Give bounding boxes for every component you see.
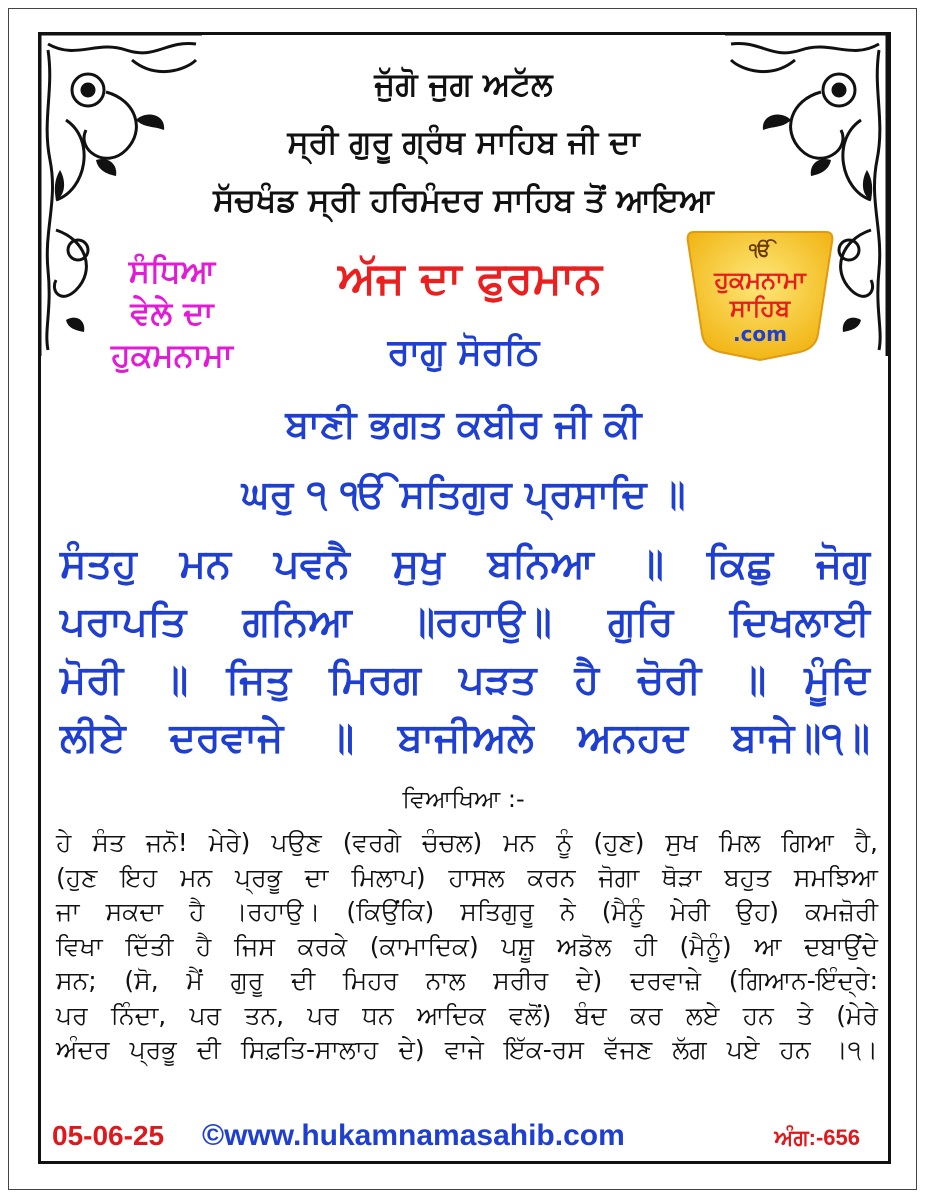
- vyakhya-line-6: ਪਰ ਨਿੰਦਾ, ਪਰ ਤਨ, ਪਰ ਧਨ ਆਦਿਕ ਵਲੋਂ) ਬੰਦ ਕਰ ਲਏ ਹਨ ਤੇ (ਮੇਰੇ: [56, 1000, 878, 1030]
- badge-line-3: ਹੁਕਮਨਾਮਾ: [111, 336, 233, 374]
- logo-line-2: ਸਾਹਿਬ: [729, 294, 791, 322]
- footer: [52, 1116, 880, 1156]
- vyakhya-line-1: ਹੇ ਸੰਤ ਜਨੋ! ਮੇਰੇ) ਪਉਣ (ਵਰਗੇ ਚੰਚਲ) ਮਨ ਨੂੰ (ਹੁਣ) ਸੁਖ ਮਿਲ ਗਿਆ ਹੈ,: [56, 828, 878, 857]
- header-line-2: ਸ੍ਰੀ ਗੁਰੂ ਗ੍ਰੰਥ ਸਾਹਿਬ ਜੀ ਦਾ: [287, 123, 640, 161]
- raag-title: ਰਾਗੁ ਸੋਰਠਿ: [387, 332, 540, 373]
- vyakhya-line-2: (ਹੁਣ ਇਹ ਮਨ ਪ੍ਰਭੂ ਦਾ ਮਿਲਾਪ) ਹਾਸਲ ਕਰਨ ਜੋਗਾ ਥੋੜਾ ਬਹੁਤ ਸਮਝਿਆ: [56, 862, 878, 892]
- shabad-line-3: ਮੋਰੀ ॥ ਜਿਤੁ ਮਿਰਗ ਪੜਤ ਹੈ ਚੋਰੀ ॥ ਮੂੰਦਿ: [60, 657, 870, 703]
- bani-title: ਬਾਣੀ ਭਗਤ ਕਬੀਰ ਜੀ ਕੀ: [285, 402, 642, 446]
- header-line-3: ਸੱਚਖੰਡ ਸ੍ਰੀ ਹਰਿਮੰਦਰ ਸਾਹਿਬ ਤੋਂ ਆਇਆ: [213, 181, 714, 219]
- shabad-line-4: ਲੀਏ ਦਰਵਾਜੇ ॥ ਬਾਜੀਅਲੇ ਅਨਹਦ ਬਾਜੇ॥੧॥: [60, 715, 870, 761]
- ghar-line: ਘਰੁ ੧ ੴ ਸਤਿਗੁਰ ਪ੍ਰਸਾਦਿ ॥: [241, 472, 686, 516]
- logo-line-1: ਹੁਕਮਨਾਮਾ: [714, 266, 806, 294]
- footer-website-link[interactable]: ©www.hukamnamasahib.com: [202, 1119, 625, 1152]
- vyakhya-line-5: ਸਨ; (ਸੋ, ਮੈਂ ਗੁਰੂ ਦੀ ਮਿਹਰ ਨਾਲ ਸਰੀਰ ਦੇ) ਦਰਵਾਜ਼ੇ (ਗਿਆਨ-ਇੰਦ੍ਰੇ:: [56, 966, 878, 995]
- farman-title: ਅੱਜ ਦਾ ਫੁਰਮਾਨ: [338, 253, 602, 304]
- badge-line-1: ਸੰਧਿਆ: [128, 252, 216, 290]
- shabad-line-2: ਪਰਾਪਤਿ ਗਨਿਆ ॥ਰਹਾਉ॥ ਗੁਰਿ ਦਿਖਲਾਈ: [60, 599, 870, 645]
- ik-onkar-icon: ੴ: [749, 240, 771, 261]
- shabad-line-1: ਸੰਤਹੁ ਮਨ ਪਵਨੈ ਸੁਖੁ ਬਨਿਆ ॥ ਕਿਛੁ ਜੋਗੁ: [60, 541, 870, 587]
- shabad-text: [60, 535, 870, 767]
- vyakhya-line-3: ਜਾ ਸਕਦਾ ਹੈ ।ਰਹਾਉ। (ਕਿਉਂਕਿ) ਸਤਿਗੁਰੂ ਨੇ (ਮੈਨੂੰ ਮੇਰੀ ਉਹ) ਕਮਜ਼ੋਰੀ: [56, 897, 878, 926]
- vyakhya-line-7: ਅੰਦਰ ਪ੍ਰਭੂ ਦੀ ਸਿਫ਼ਤਿ-ਸਾਲਾਹ ਦੇ) ਵਾਜੇ ਇੱਕ-ਰਸ ਵੱਜਣ ਲੱਗ ਪਏ ਹਨ ।੧।: [56, 1035, 878, 1064]
- vyakhya-text: [56, 826, 878, 1068]
- logo-line-3: .com: [732, 322, 788, 346]
- footer-date: 05-06-25: [52, 1120, 165, 1151]
- badge-line-2: ਵੇਲੇ ਦਾ: [130, 294, 214, 332]
- header-line-1: ਜੁੱਗੋ ਜੁਗ ਅਟੱਲ: [374, 65, 553, 103]
- footer-ang-number: ਅੰਗ:-656: [774, 1125, 860, 1150]
- vyakhya-line-4: ਵਿਖਾ ਦਿੱਤੀ ਹੈ ਜਿਸ ਕਰਕੇ (ਕਾਮਾਦਿਕ) ਪਸ਼ੂ ਅਡੋਲ ਹੀ (ਮੈਨੂੰ) ਆ ਦਬਾਉਂਦੇ: [56, 931, 878, 961]
- vyakhya-title: ਵਿਆਖਿਆ :-: [402, 785, 525, 813]
